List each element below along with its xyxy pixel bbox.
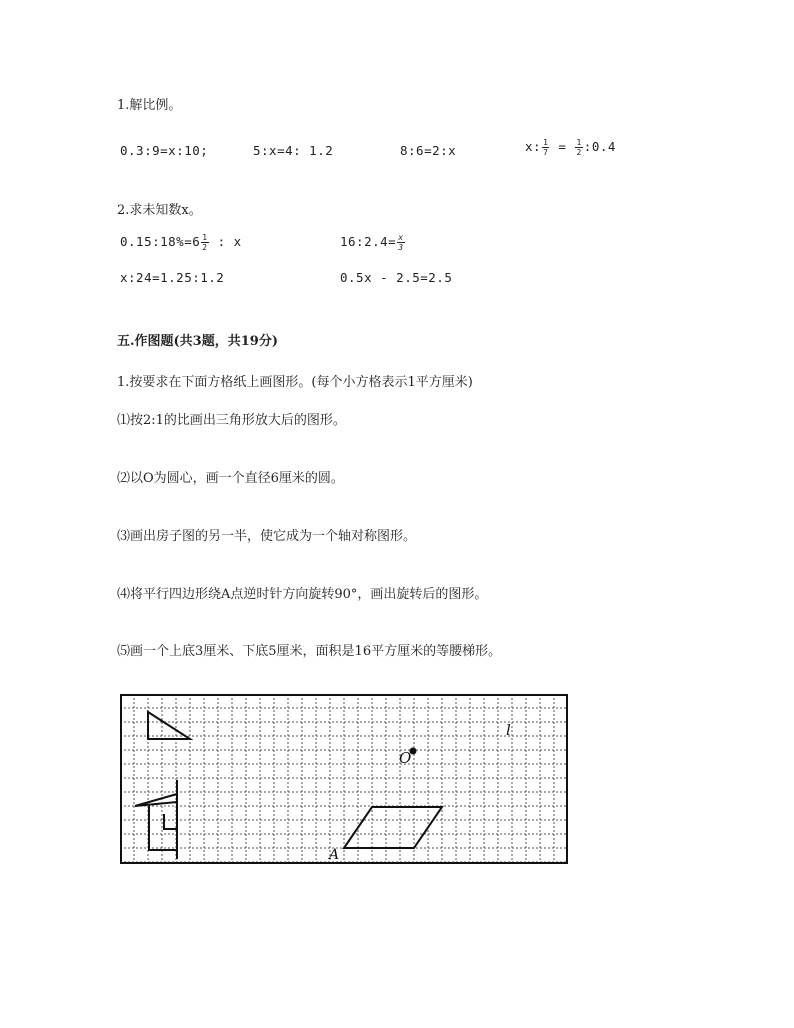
q1-item-3: 8:6=2:x [400, 143, 457, 158]
task-4: ⑷将平行四边形绕A点逆时针方向旋转90°，画出旋转后的图形。 [117, 587, 488, 602]
task-2: ⑵以O为圆心，画一个直径6厘米的圆。 [117, 471, 344, 486]
task-5: ⑸画一个上底3厘米、下底5厘米，面积是16平方厘米的等腰梯形。 [117, 644, 502, 659]
q2-item-d: 0.5x - 2.5=2.5 [340, 270, 453, 285]
q2-title: 2.求未知数x。 [117, 203, 202, 218]
q2-item-b: 16:2.4= $\frac{x}{3}$ [340, 233, 404, 252]
q1-item-2: 5:x=4: 1.2 [253, 143, 334, 158]
section-heading: 五.作图题(共3题，共19分) [117, 334, 278, 349]
grid-paper-figure [120, 694, 568, 864]
task-3: ⑶画出房子图的另一半，使它成为一个轴对称图形。 [117, 529, 417, 544]
q1-item-1: 0.3:9=x:10; [120, 143, 209, 158]
q2-item-a: 0.15:18%=6 $\frac{1}{2}$ : x [120, 233, 242, 252]
q1-title: 1.解比例。 [117, 98, 182, 113]
grid-lines [120, 694, 568, 864]
q2-item-c: x:24=1.25:1.2 [120, 270, 225, 285]
label-a: A [329, 847, 340, 863]
label-l: l [506, 721, 511, 739]
task-1: ⑴按2:1的比画出三角形放大后的图形。 [117, 413, 346, 428]
triangle-shape [148, 712, 190, 739]
parallelogram-shape [344, 807, 442, 848]
q1-item-4: x: $\frac{1}{7}$ = $\frac{1}{2}$ :0.4 [525, 138, 616, 157]
section-intro: 1.按要求在下面方格纸上画图形。(每个小方格表示1平方厘米) [117, 375, 473, 390]
label-o: O [399, 749, 412, 767]
